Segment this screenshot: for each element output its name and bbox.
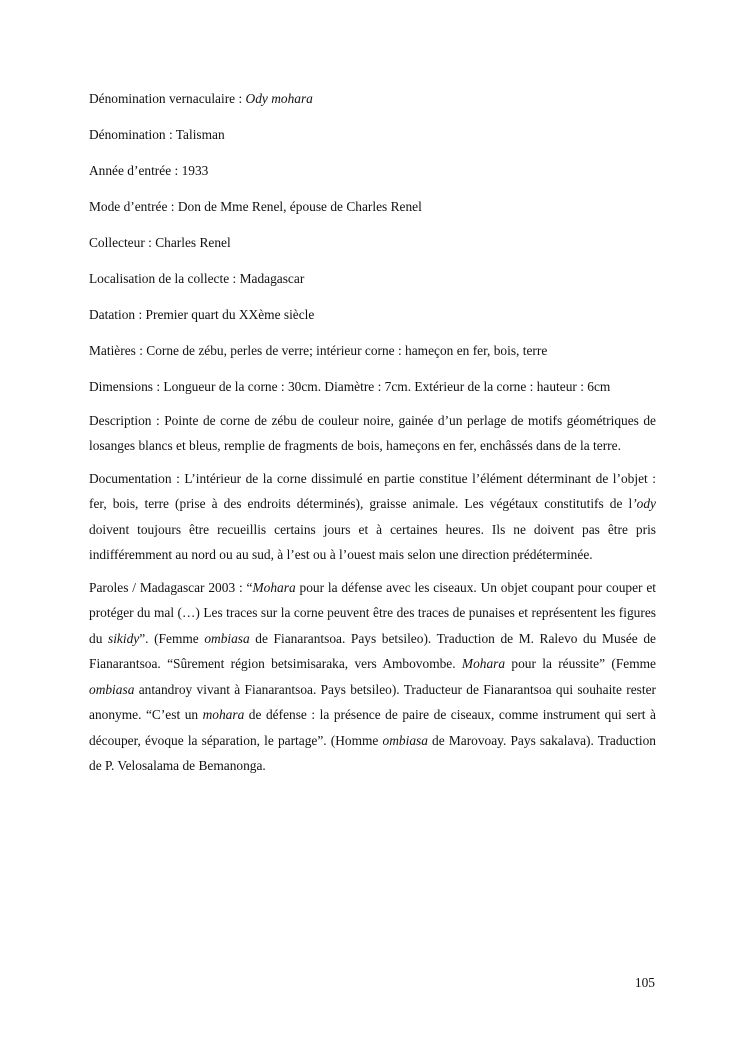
documentation-text: doivent toujours être recueillis certains jours et à certaines heures. Ils ne doivent pas être pris indifféremment au nord ou au sud, à l’est ou à l’ouest mais selon une direction prédéterminée. bbox=[89, 521, 656, 562]
page-number: 105 bbox=[634, 975, 655, 990]
field-value: Corne de zébu, perles de verre; intérieur corne : hameçon en fer, bois, terre bbox=[146, 343, 548, 358]
vernacular-name-field bbox=[89, 88, 656, 109]
paroles-text: de Fianarantsoa. Pays betsileo). Traduction de M. Ralevo du Musée de Fianarantsoa. “Sûrement région betsimisaraka, vers Ambovombe. bbox=[89, 630, 656, 671]
paroles-term: Mohara bbox=[461, 656, 506, 671]
paroles-term: mohara bbox=[202, 707, 245, 722]
field-label: Matières : bbox=[89, 343, 147, 358]
field-value: Charles Renel bbox=[155, 235, 231, 250]
description-paragraph bbox=[89, 408, 656, 459]
document-body bbox=[89, 88, 656, 786]
materials-field bbox=[89, 340, 656, 361]
location-field bbox=[89, 268, 656, 289]
paroles-term: ombiasa bbox=[382, 732, 428, 748]
field-value: Premier quart du XXème siècle bbox=[145, 307, 315, 322]
field-label: Collecteur : bbox=[89, 235, 156, 250]
paroles-text: de Marovoay. Pays sakalava). Traduction de P. Velosalama de Bemanonga. bbox=[89, 732, 657, 773]
paroles-term: Mohara bbox=[252, 579, 296, 595]
entry-year-field bbox=[89, 160, 656, 181]
documentation-label: Documentation : bbox=[89, 470, 185, 486]
field-label: Dimensions : bbox=[89, 379, 164, 394]
field-value: Madagascar bbox=[239, 271, 305, 286]
dating-field bbox=[89, 304, 656, 325]
paroles-text: pour la réussite” (Femme bbox=[505, 656, 656, 671]
collector-field bbox=[89, 232, 656, 253]
field-label: Dénomination vernaculaire : bbox=[89, 91, 246, 106]
field-value: Longueur de la corne : 30cm. Diamètre : 7cm. Extérieur de la corne : hauteur : 6cm bbox=[163, 379, 611, 394]
paroles-text: de défense : la présence de paire de ciseaux, comme instrument qui sert à découper, évoque la séparation, le partage”. (Homme bbox=[89, 707, 656, 748]
name-field bbox=[89, 124, 656, 145]
documentation-text: L’intérieur de la corne dissimulé en partie constitue l’élément déterminant de l’objet : fer, bois, terre (prise à des endroits déterminés), graisse animale. Les végétaux constitutifs de l bbox=[89, 470, 656, 511]
documentation-term: ’ody bbox=[632, 496, 656, 511]
field-label: Année d’entrée : bbox=[89, 163, 182, 178]
paroles-text: pour la défense avec les ciseaux. Un objet coupant pour couper et protéger du mal (…) Les traces sur la corne peuvent être des traces de punaises et représentent les figures du bbox=[89, 579, 657, 646]
field-value: Talisman bbox=[175, 127, 225, 142]
paroles-term: ombiasa bbox=[89, 681, 135, 697]
paroles-term: ombiasa bbox=[204, 630, 250, 646]
description-text: Pointe de corne de zébu de couleur noire, gainée d’un perlage de motifs géométriques de losanges blancs et bleus, remplie de fragments de bois, hameçons en fer, enchâssés dans de la terre. bbox=[89, 412, 657, 453]
field-label: Mode d’entrée : bbox=[89, 199, 178, 214]
paroles-text: Paroles / Madagascar 2003 : “ bbox=[89, 579, 253, 595]
dimensions-field bbox=[89, 374, 656, 400]
entry-mode-field bbox=[89, 196, 656, 217]
paroles-text: antandroy vivant à Fianarantsoa. Pays betsileo). Traducteur de Fianarantsoa qui souhaite rester anonyme. “C’est un bbox=[89, 681, 656, 722]
field-label: Localisation de la collecte : bbox=[89, 271, 240, 286]
documentation-paragraph bbox=[89, 466, 656, 568]
description-label: Description : bbox=[89, 412, 165, 428]
paroles-paragraph bbox=[89, 575, 656, 779]
field-value: 1933 bbox=[181, 163, 209, 178]
field-value: Ody mohara bbox=[245, 91, 313, 106]
paroles-text: ”. (Femme bbox=[139, 630, 205, 646]
field-label: Dénomination : bbox=[89, 127, 176, 142]
paroles-term: sikidy bbox=[107, 630, 140, 646]
field-label: Datation : bbox=[89, 307, 146, 322]
field-value: Don de Mme Renel, épouse de Charles Renel bbox=[177, 199, 422, 214]
